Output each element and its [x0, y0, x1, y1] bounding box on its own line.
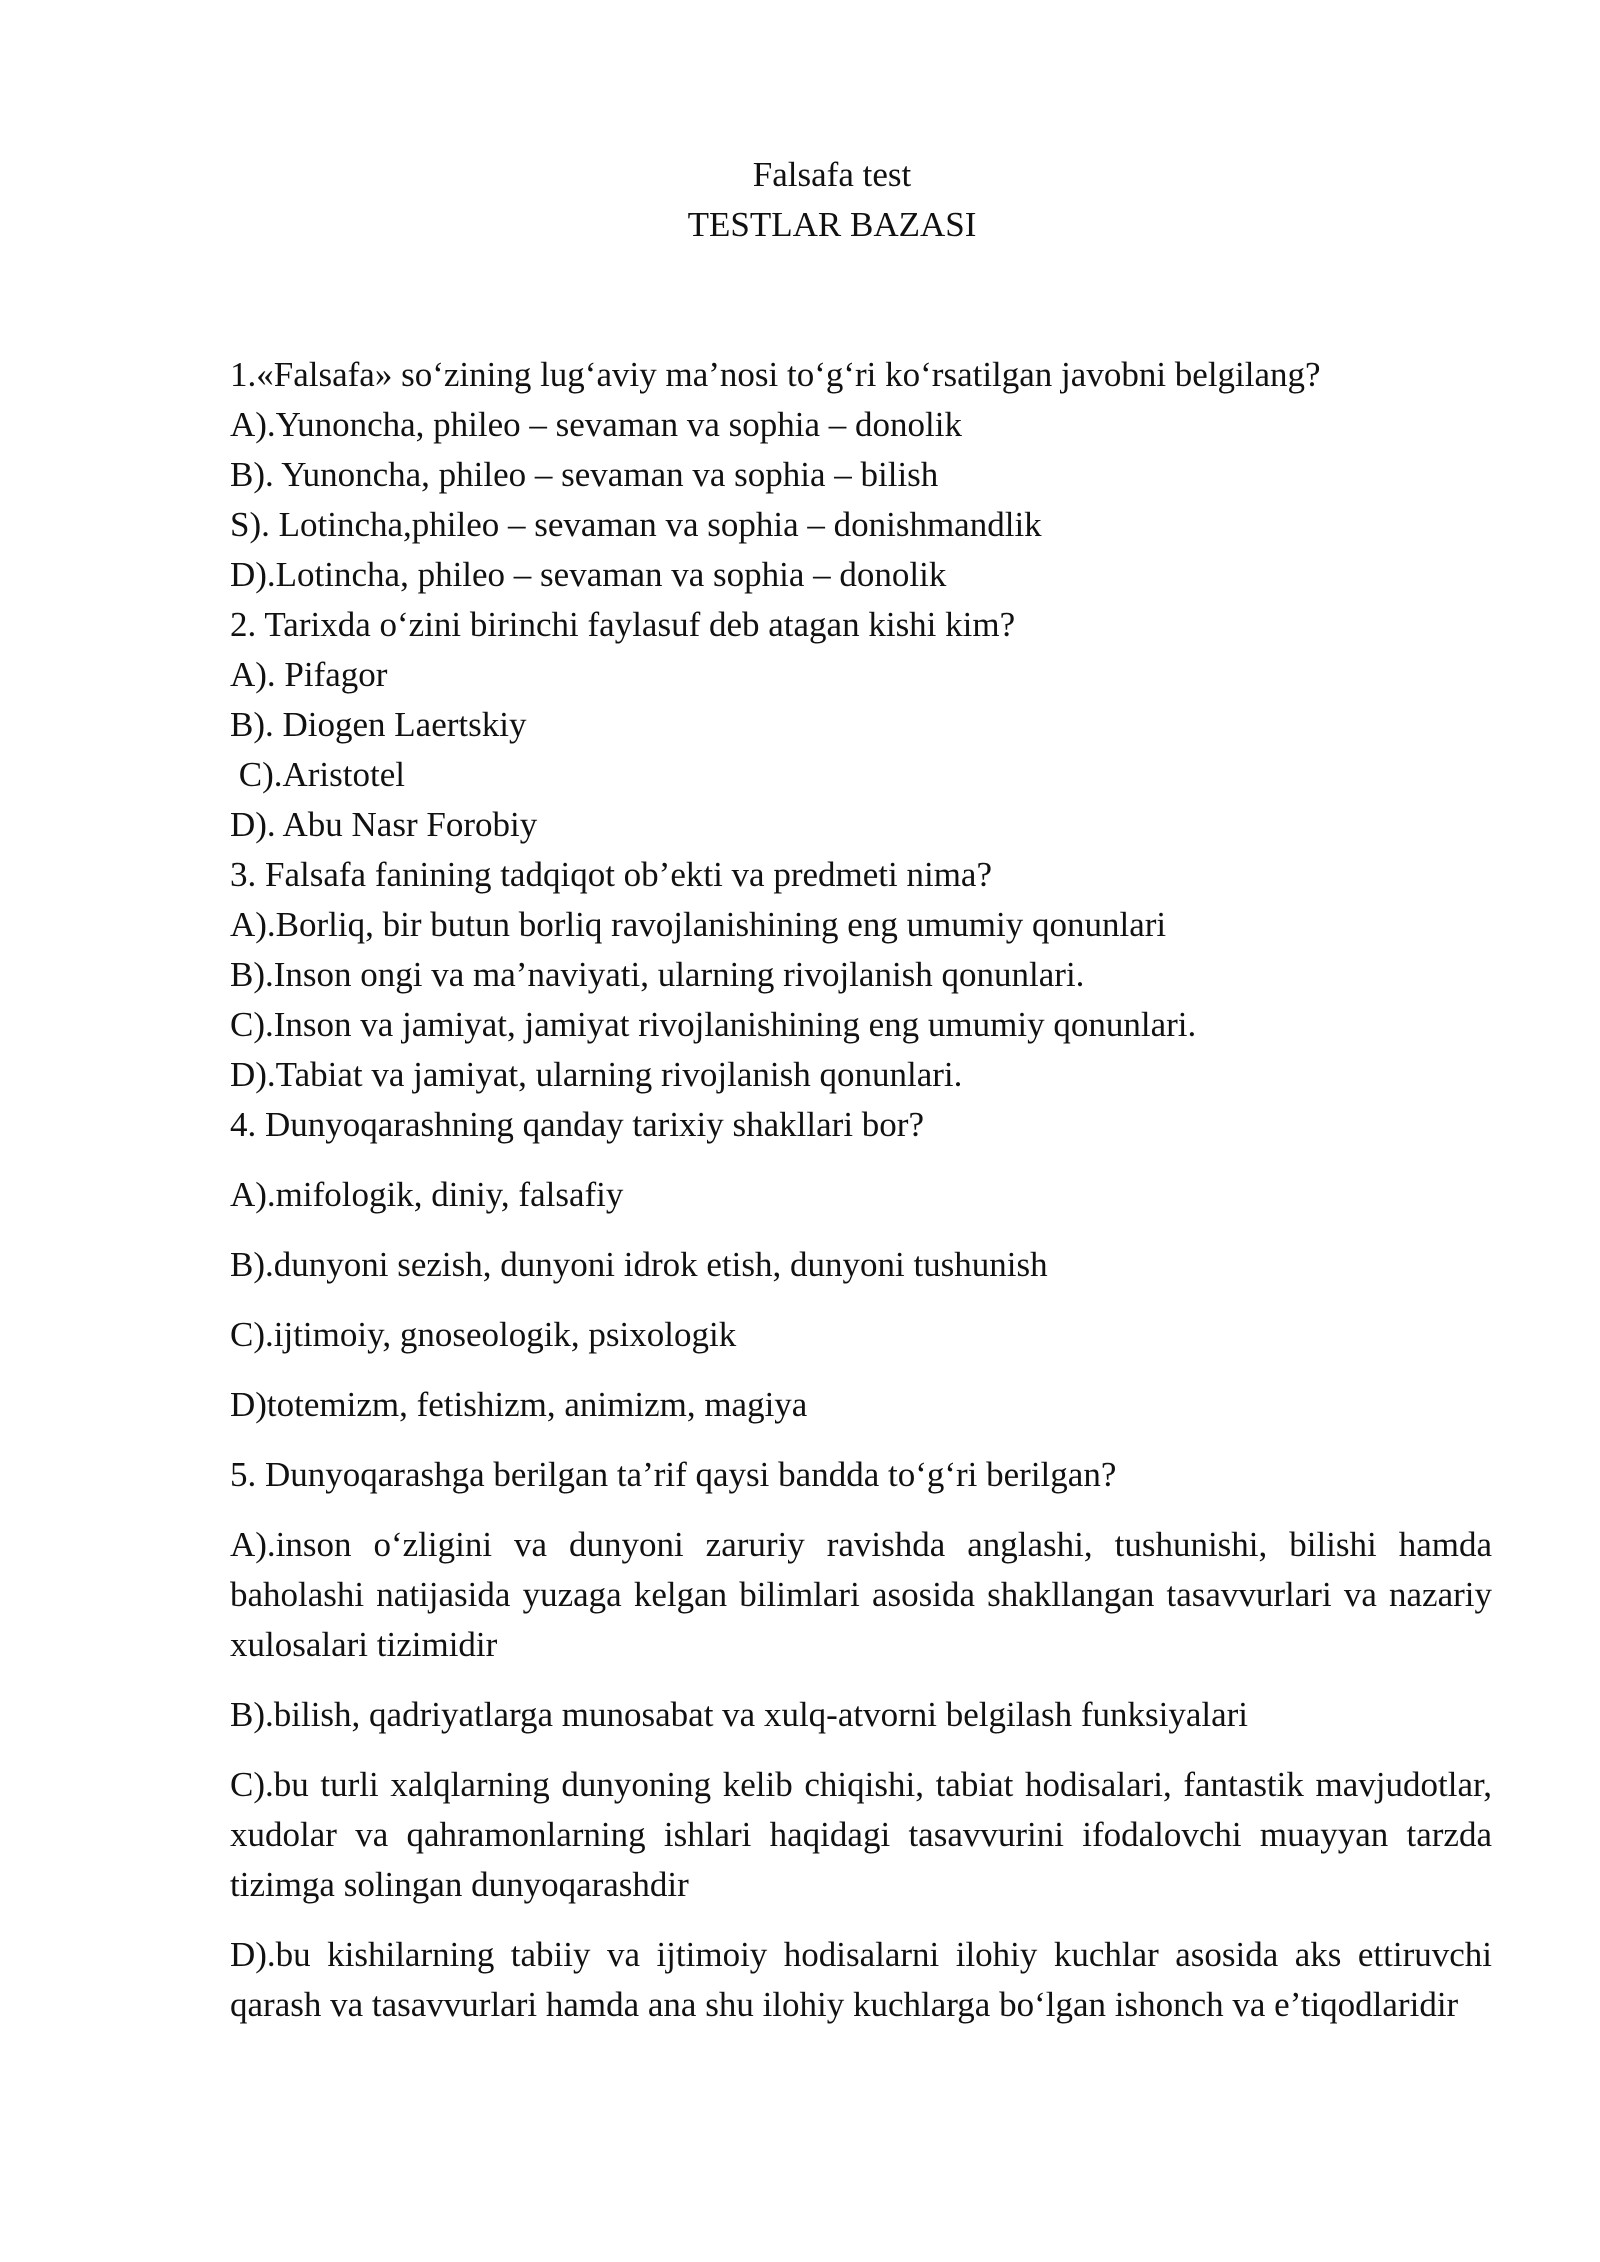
- document-title: Falsafa test: [752, 155, 912, 194]
- question-2-option-a: A). Pifagor: [230, 655, 388, 694]
- question-1-text: 1.«Falsafa» so‘zining lug‘aviy ma’nosi to‘g‘ri ko‘rsatilgan javobni belgilang?: [230, 355, 1321, 394]
- question-4-option-b: B).dunyoni sezish, dunyoni idrok etish, dunyoni tushunish: [230, 1245, 1048, 1284]
- question-1-option-s: S). Lotincha,phileo – sevaman va sophia – donishmandlik: [230, 505, 1042, 544]
- question-2-option-b: B). Diogen Laertskiy: [230, 705, 527, 744]
- test-content: [230, 350, 1492, 2030]
- question-3-option-c: C).Inson va jamiyat, jamiyat rivojlanishining eng umumiy qonunlari.: [230, 1005, 1197, 1044]
- question-5-option-a: A).inson o‘zligini va dunyoni zaruriy ravishda anglashi, tushunishi, bilishi hamda baholashi natijasida yuzaga kelgan bilimlari asosida shakllangan tasavvurlari va nazariy xulosalari tizimidir: [230, 1525, 1492, 1664]
- question-5-text: 5. Dunyoqarashga berilgan ta’rif qaysi bandda to‘g‘ri berilgan?: [230, 1455, 1117, 1494]
- question-4-option-c: C).ijtimoiy, gnoseologik, psixologik: [230, 1315, 737, 1354]
- question-4-option-a: A).mifologik, diniy, falsafiy: [230, 1175, 624, 1214]
- question-2-option-d: D). Abu Nasr Forobiy: [230, 805, 538, 844]
- question-5-option-d: D).bu kishilarning tabiiy va ijtimoiy hodisalarni ilohiy kuchlar asosida aks ettiruvchi qarash va tasavvurlari hamda ana shu ilohiy kuchlarga bo‘lgan ishonch va e’tiqodlaridir: [230, 1935, 1492, 2024]
- question-1-option-a: A).Yunoncha, phileo – sevaman va sophia – donolik: [230, 405, 962, 444]
- question-3-text: 3. Falsafa fanining tadqiqot ob’ekti va predmeti nima?: [230, 855, 993, 894]
- question-5-option-b: B).bilish, qadriyatlarga munosabat va xulq-atvorni belgilash funksiyalari: [230, 1695, 1249, 1734]
- question-4-text: 4. Dunyoqarashning qanday tarixiy shakllari bor?: [230, 1105, 924, 1144]
- question-1-option-b: B). Yunoncha, phileo – sevaman va sophia – bilish: [230, 455, 939, 494]
- question-5-option-c: C).bu turli xalqlarning dunyoning kelib chiqishi, tabiat hodisalari, fantastik mavjudotlar, xudolar va qahramonlarning ishlari haqidagi tasavvurini ifodalovchi muayyan tarzda tizimga solingan dunyoqarashdir: [230, 1765, 1492, 1904]
- question-3-option-a: A).Borliq, bir butun borliq ravojlanishining eng umumiy qonunlari: [230, 905, 1167, 944]
- question-3-option-d: D).Tabiat va jamiyat, ularning rivojlanish qonunlari.: [230, 1055, 963, 1094]
- document-header: [0, 150, 1600, 250]
- question-4-option-d: D)totemizm, fetishizm, animizm, magiya: [230, 1385, 808, 1424]
- document-subtitle: TESTLAR BAZASI: [687, 205, 977, 244]
- question-2-option-c: C).Aristotel: [230, 755, 405, 794]
- question-2-text: 2. Tarixda o‘zini birinchi faylasuf deb atagan kishi kim?: [230, 605, 1016, 644]
- question-3-option-b: B).Inson ongi va ma’naviyati, ularning rivojlanish qonunlari.: [230, 955, 1085, 994]
- question-1-option-d: D).Lotincha, phileo – sevaman va sophia – donolik: [230, 555, 947, 594]
